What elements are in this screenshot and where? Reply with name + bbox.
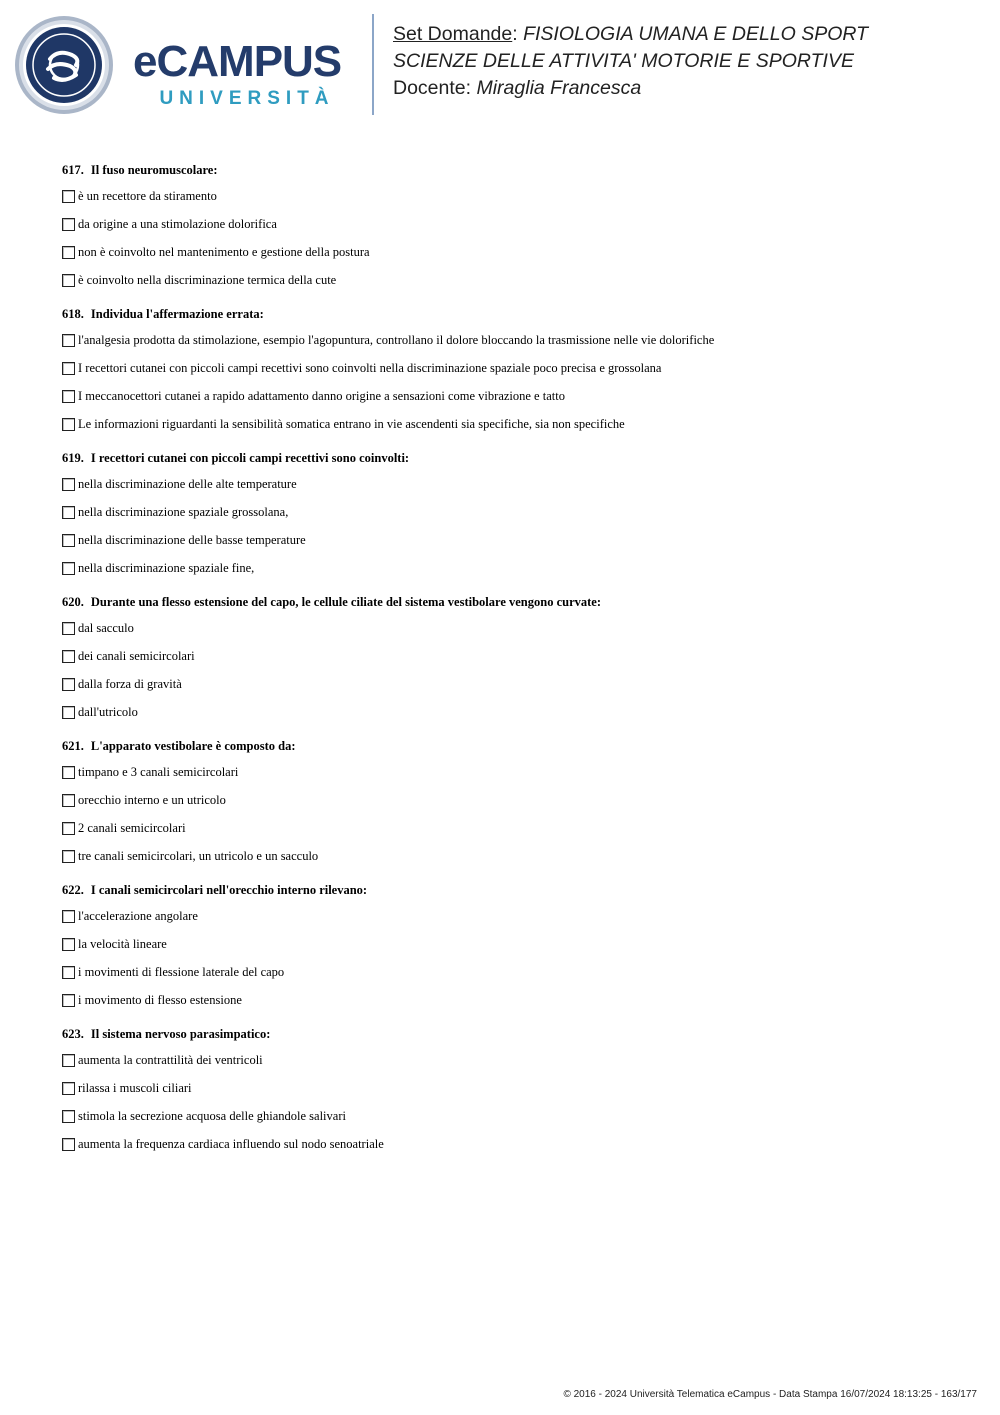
- answer-option[interactable]: [62, 786, 962, 814]
- answer-option[interactable]: [62, 326, 962, 354]
- answer-text: l'analgesia prodotta da stimolazione, esempio l'agopuntura, controllano il dolore bloccando la trasmissione nelle vie dolorifiche: [78, 333, 715, 347]
- answer-option[interactable]: [62, 1130, 962, 1158]
- answer-checkbox[interactable]: [62, 766, 75, 779]
- answer-text: I meccanocettori cutanei a rapido adattamento danno origine a sensazioni come vibrazione e tatto: [78, 389, 565, 403]
- question-number: 618.: [62, 307, 84, 321]
- answer-checkbox[interactable]: [62, 1138, 75, 1151]
- page-footer: © 2016 - 2024 Università Telematica eCampus - Data Stampa 16/07/2024 18:13:25 - 163/177: [563, 1389, 977, 1400]
- answer-text: rilassa i muscoli ciliari: [78, 1081, 192, 1095]
- answer-option[interactable]: [62, 210, 962, 238]
- question-block: [62, 306, 962, 438]
- answer-checkbox[interactable]: [62, 1110, 75, 1123]
- answer-text: da origine a una stimolazione dolorifica: [78, 217, 277, 231]
- answer-checkbox[interactable]: [62, 650, 75, 663]
- answer-checkbox[interactable]: [62, 334, 75, 347]
- answer-text: Le informazioni riguardanti la sensibilità somatica entrano in vie ascendenti sia specifiche, sia non specifiche: [78, 417, 625, 431]
- answer-option[interactable]: [62, 470, 962, 498]
- header-info: [393, 21, 868, 102]
- question-title: [62, 306, 962, 324]
- answer-text: tre canali semicircolari, un utricolo e un sacculo: [78, 849, 319, 863]
- answer-checkbox[interactable]: [62, 1082, 75, 1095]
- question-number: 620.: [62, 595, 84, 609]
- answer-text: i movimenti di flessione laterale del capo: [78, 965, 285, 979]
- answer-text: orecchio interno e un utricolo: [78, 793, 226, 807]
- question-block: [62, 738, 962, 870]
- question-title: [62, 594, 962, 612]
- logo-subtitle: UNIVERSITÀ: [159, 88, 335, 109]
- answer-checkbox[interactable]: [62, 246, 75, 259]
- question-block: [62, 882, 962, 1014]
- question-title: [62, 738, 962, 756]
- answer-checkbox[interactable]: [62, 478, 75, 491]
- question-text: Il sistema nervoso parasimpatico:: [90, 1027, 271, 1041]
- answer-option[interactable]: [62, 698, 962, 726]
- answer-option[interactable]: [62, 814, 962, 842]
- answer-checkbox[interactable]: [62, 706, 75, 719]
- teacher-name: Miraglia Francesca: [476, 77, 642, 99]
- question-title: [62, 1026, 962, 1044]
- answer-option[interactable]: [62, 182, 962, 210]
- question-text: I canali semicircolari nell'orecchio interno rilevano:: [90, 883, 368, 897]
- teacher-line: [393, 75, 868, 102]
- answer-option[interactable]: [62, 902, 962, 930]
- question-title: [62, 882, 962, 900]
- answer-option[interactable]: [62, 554, 962, 582]
- header-divider: [372, 14, 374, 115]
- answer-checkbox[interactable]: [62, 794, 75, 807]
- answer-option[interactable]: [62, 642, 962, 670]
- answer-checkbox[interactable]: [62, 218, 75, 231]
- answer-checkbox[interactable]: [62, 622, 75, 635]
- question-text: Il fuso neuromuscolare:: [90, 163, 218, 177]
- answer-text: l'accelerazione angolare: [78, 909, 198, 923]
- answer-text: nella discriminazione spaziale grossolana,: [78, 505, 289, 519]
- answer-text: nella discriminazione delle basse temperature: [78, 533, 306, 547]
- question-text: Durante una flesso estensione del capo, le cellule ciliate del sistema vestibolare vengono curvate:: [90, 595, 601, 609]
- answer-checkbox[interactable]: [62, 390, 75, 403]
- answer-checkbox[interactable]: [62, 534, 75, 547]
- question-title: [62, 450, 962, 468]
- ecampus-logo-wordmark: [133, 37, 355, 110]
- answer-checkbox[interactable]: [62, 910, 75, 923]
- answer-text: aumenta la contrattilità dei ventricoli: [78, 1053, 263, 1067]
- answer-option[interactable]: [62, 758, 962, 786]
- answer-text: 2 canali semicircolari: [78, 821, 186, 835]
- answer-option[interactable]: [62, 266, 962, 294]
- question-number: 617.: [62, 163, 84, 177]
- answer-text: dei canali semicircolari: [78, 649, 195, 663]
- answer-option[interactable]: [62, 842, 962, 870]
- answer-checkbox[interactable]: [62, 562, 75, 575]
- answer-option[interactable]: [62, 526, 962, 554]
- answer-checkbox[interactable]: [62, 994, 75, 1007]
- question-list: [62, 162, 962, 1170]
- answer-text: stimola la secrezione acquosa delle ghiandole salivari: [78, 1109, 346, 1123]
- answer-text: I recettori cutanei con piccoli campi recettivi sono coinvolti nella discriminazione spaziale poco precisa e grossolana: [78, 361, 662, 375]
- answer-checkbox[interactable]: [62, 850, 75, 863]
- degree-name: SCIENZE DELLE ATTIVITA' MOTORIE E SPORTIVE: [393, 50, 854, 72]
- answer-checkbox[interactable]: [62, 822, 75, 835]
- question-block: [62, 450, 962, 582]
- answer-option[interactable]: [62, 382, 962, 410]
- answer-option[interactable]: [62, 670, 962, 698]
- answer-checkbox[interactable]: [62, 418, 75, 431]
- teacher-label: Docente:: [393, 77, 472, 99]
- answer-text: è un recettore da stiramento: [78, 189, 217, 203]
- question-text: Individua l'affermazione errata:: [90, 307, 264, 321]
- answer-option[interactable]: [62, 986, 962, 1014]
- question-title: [62, 162, 962, 180]
- answer-option[interactable]: [62, 930, 962, 958]
- answer-checkbox[interactable]: [62, 938, 75, 951]
- answer-option[interactable]: [62, 238, 962, 266]
- course-title: FISIOLOGIA UMANA E DELLO SPORT: [523, 23, 869, 45]
- answer-option[interactable]: [62, 958, 962, 986]
- answer-option[interactable]: [62, 354, 962, 382]
- logo-badge-icon: [14, 15, 114, 115]
- question-block: [62, 1026, 962, 1158]
- course-line: Set Domande: FISIOLOGIA UMANA E DELLO SPORT: [393, 23, 869, 45]
- question-text: L'apparato vestibolare è composto da:: [90, 739, 296, 753]
- set-label: Set Domande: [393, 23, 513, 45]
- answer-option[interactable]: [62, 1046, 962, 1074]
- question-number: 623.: [62, 1027, 84, 1041]
- answer-text: dall'utricolo: [78, 705, 138, 719]
- answer-checkbox[interactable]: [62, 506, 75, 519]
- answer-text: nella discriminazione delle alte temperature: [78, 477, 297, 491]
- question-number: 619.: [62, 451, 84, 465]
- answer-checkbox[interactable]: [62, 190, 75, 203]
- question-number: 621.: [62, 739, 84, 753]
- answer-text: aumenta la frequenza cardiaca influendo sul nodo senoatriale: [78, 1137, 384, 1151]
- question-text: I recettori cutanei con piccoli campi recettivi sono coinvolti:: [90, 451, 410, 465]
- logo-brand: eCAMPUS: [133, 37, 342, 86]
- answer-checkbox[interactable]: [62, 274, 75, 287]
- answer-checkbox[interactable]: [62, 966, 75, 979]
- ecampus-logo-badge: [14, 15, 114, 115]
- answer-option[interactable]: [62, 1074, 962, 1102]
- answer-text: dalla forza di gravità: [78, 677, 182, 691]
- answer-text: è coinvolto nella discriminazione termica della cute: [78, 273, 337, 287]
- answer-checkbox[interactable]: [62, 362, 75, 375]
- question-block: [62, 162, 962, 294]
- answer-text: timpano e 3 canali semicircolari: [78, 765, 239, 779]
- answer-checkbox[interactable]: [62, 678, 75, 691]
- answer-checkbox[interactable]: [62, 1054, 75, 1067]
- answer-option[interactable]: [62, 614, 962, 642]
- answer-option[interactable]: [62, 410, 962, 438]
- answer-option[interactable]: [62, 1102, 962, 1130]
- answer-text: dal sacculo: [78, 621, 134, 635]
- answer-text: i movimento di flesso estensione: [78, 993, 242, 1007]
- answer-text: nella discriminazione spaziale fine,: [78, 561, 255, 575]
- answer-option[interactable]: [62, 498, 962, 526]
- answer-text: la velocità lineare: [78, 937, 167, 951]
- question-block: [62, 594, 962, 726]
- answer-text: non è coinvolto nel mantenimento e gestione della postura: [78, 245, 370, 259]
- question-number: 622.: [62, 883, 84, 897]
